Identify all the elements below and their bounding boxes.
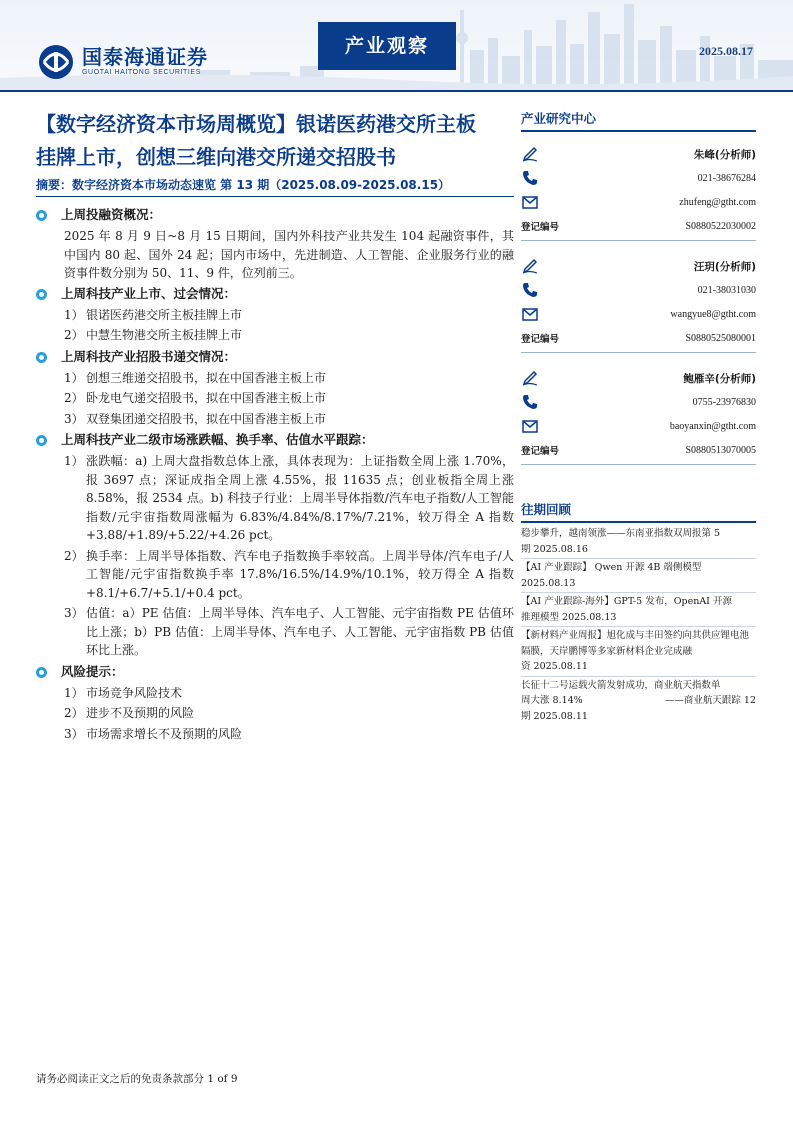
list-item [36,684,514,703]
section-heading [36,347,514,368]
email-icon [521,417,539,435]
title-line-2: 挂牌上市，创想三维向港交所递交招股书 [36,145,396,169]
past-report-line: ——商业航天跟踪 12 [664,695,756,706]
analyst-email[interactable]: zhufeng@gtht.com [679,196,756,208]
sidebar-divider [521,130,756,132]
item-number: 2） [64,548,84,563]
analyst-divider [521,464,756,465]
past-report-link[interactable] [521,525,756,559]
section-heading [36,430,514,451]
past-report-line: 期 2025.08.16 [521,543,588,555]
analyst-phone: 0755-23976830 [692,396,756,408]
list-item [36,547,514,603]
bullet-circle-icon [36,210,47,221]
list-item [36,389,514,408]
bullet-circle-icon [36,352,47,363]
registration-number: S0880525080001 [685,332,756,344]
item-text: 双登集团递交招股书，拟在中国香港主板上市 [86,411,327,426]
registration-number: S0880513070005 [685,444,756,456]
phone-icon [521,393,539,411]
email-icon [521,305,539,323]
past-report-line: 【AI 产业跟踪】 Qwen 开源 4B 端侧模型 [521,562,702,573]
report-header [0,0,793,92]
item-number: 2） [64,328,84,342]
report-title [36,108,516,174]
registration-label: 登记编号 [521,222,560,233]
title-line-1: 【数字经济资本市场周概览】银诺医药港交所主板 [36,112,476,136]
item-number: 3） [64,606,84,620]
past-report-line: 2025.08.13 [521,577,576,589]
item-number: 1） [64,370,84,385]
item-text: 中慧生物港交所主板挂牌上市 [86,328,243,342]
past-report-link[interactable] [521,559,756,593]
list-item [36,452,514,545]
list-item [36,725,514,744]
section-heading [36,205,514,226]
item-number: 1） [64,685,84,700]
registration-label: 登记编号 [521,334,560,345]
header-divider [0,90,793,92]
analyst-name: 汪玥(分析师) [693,260,756,273]
item-number: 1） [64,307,84,322]
past-report-line: 【AI 产业跟踪-海外】GPT-5 发布，OpenAI 开源 [521,596,732,607]
item-text: 银诺医药港交所主板挂牌上市 [86,307,243,322]
item-text: 换手率：上周半导体指数、汽车电子指数换手率较高。上周半导体/汽车电子/人工智能/元宇宙指数换手率 17.8%/16.5%/14.9%/10.1%，较万得全 A 指数+8.1/+6.7/+5.1/+0.4 pct。 [86,548,514,600]
section-listings [36,284,514,345]
brand-logo [36,44,208,80]
item-text: 进步不及预期的风险 [86,706,195,720]
pen-icon [521,145,539,163]
past-report-line: 【新材料产业周报】旭化成与丰田签约向其供应锂电池隔膜，天岸鹏博等多家新材料企业完成融 [521,630,750,657]
list-item [36,704,514,723]
item-number: 1） [64,454,84,468]
past-report-line: 推理模型 2025.08.13 [521,611,617,623]
analyst-card [521,366,756,465]
report-date: 2025.08.17 [699,44,753,58]
item-text: 估值：a）PE 估值：上周半导体、汽车电子、人工智能、元宇宙指数 PE 估值环比上涨；b）PB 估值：上周半导体、汽车电子、人工智能、元宇宙指数 PB 估值环比上涨。 [86,606,514,657]
list-item [36,410,514,429]
list-item [36,326,514,345]
list-item [36,604,514,660]
item-text: 创想三维递交招股书，拟在中国香港主板上市 [86,370,327,385]
research-center-title: 产业研究中心 [521,111,597,126]
report-type-tab: 产业观察 [318,22,456,70]
pen-icon [521,369,539,387]
analyst-name: 朱峰(分析师) [693,148,756,161]
bullet-circle-icon [36,667,47,678]
section-paragraph: 2025 年 8 月 9 日~8 月 15 日期间，国内外科技产业共发生 104 起融资事件，其中国内 80 起、国外 24 起；国内市场中，先进制造、人工智能、企业服务行业的融资事件数分别为 50、11、9 件，位列前三。 [64,229,514,280]
past-report-line: 长征十二号运载火箭发射成功，商业航天指数单 [521,679,721,691]
analyst-card [521,142,756,241]
section-title: 上周科技产业上市、过会情况： [61,285,237,301]
section-title: 上周投融资概况： [61,207,162,223]
section-secondary-market [36,430,514,660]
list-item [36,369,514,388]
past-report-line: 稳步攀升，越南领涨——东南亚指数双周报第 5 [521,528,721,539]
email-icon [521,193,539,211]
section-heading [36,662,514,683]
main-content [36,205,514,745]
list-item [36,306,514,325]
section-title: 上周科技产业二级市场涨跌幅、换手率、估值水平跟踪： [61,432,374,448]
past-report-link[interactable] [521,677,756,726]
section-financing [36,205,514,283]
item-text: 卧龙电气递交招股书，拟在中国香港主板上市 [86,391,327,405]
item-text: 市场竞争风险技术 [86,685,183,700]
item-number: 2） [64,391,84,405]
brand-name-en: GUOTAI HAITONG SECURITIES [82,69,201,76]
abstract-line: 摘要：数字经济资本市场动态速览 第 13 期（2025.08.09-2025.08.15） [36,178,451,192]
company-logo-icon [36,44,76,80]
past-reports-divider [521,521,756,523]
phone-icon [521,281,539,299]
analyst-phone: 021-38031030 [697,284,756,296]
section-prospectus [36,347,514,429]
abstract-divider [36,196,514,197]
sidebar [521,108,756,725]
analyst-divider [521,352,756,353]
bullet-circle-icon [36,435,47,446]
item-text: 市场需求增长不及预期的风险 [86,726,243,741]
section-risk [36,662,514,744]
analyst-card [521,254,756,353]
brand-name-cn: 国泰海通证券 [82,45,208,69]
past-reports-list [521,525,756,725]
section-title: 风险提示： [61,663,124,679]
pen-icon [521,257,539,275]
analyst-name: 鲍雁辛(分析师) [683,372,756,385]
phone-icon [521,169,539,187]
past-report-line: 周大涨 8.14% [521,695,583,706]
analyst-email[interactable]: wangyue8@gtht.com [670,308,756,320]
registration-number: S0880522030002 [685,220,756,232]
analyst-divider [521,240,756,241]
past-reports-title: 往期回顾 [521,502,572,517]
analyst-phone: 021-38676284 [697,172,756,184]
registration-label: 登记编号 [521,446,560,457]
item-text: 涨跌幅：a) 上周大盘指数总体上涨，具体表现为：上证指数全周上涨 1.70%，报 3697 点；深证成指全周上涨 4.55%，报 11635 点；创业板指全周上涨 8.58%，报 2534 点。b) 科技子行业：上周半导体指数/汽车电子指数/人工智能指数/元宇宙指数周涨幅为 6.83%/4.84%/8.17%/7.21%，较万得全 A 指数+3.88/+1.89/+5.22/+4.26 pct。 [86,454,514,542]
past-report-link[interactable] [521,627,756,677]
bullet-circle-icon [36,289,47,300]
past-report-line: 期 2025.08.11 [521,710,588,722]
item-number: 2） [64,706,84,720]
section-title: 上周科技产业招股书递交情况： [61,348,237,364]
disclaimer-footer: 请务必阅读正文之后的免责条款部分 1 of 9 [36,1073,238,1085]
item-number: 3） [64,411,84,426]
past-report-link[interactable] [521,593,756,627]
item-number: 3） [64,726,84,741]
section-heading [36,284,514,305]
past-report-line: 资 2025.08.11 [521,661,588,672]
analyst-email[interactable]: baoyanxin@gtht.com [669,420,756,432]
